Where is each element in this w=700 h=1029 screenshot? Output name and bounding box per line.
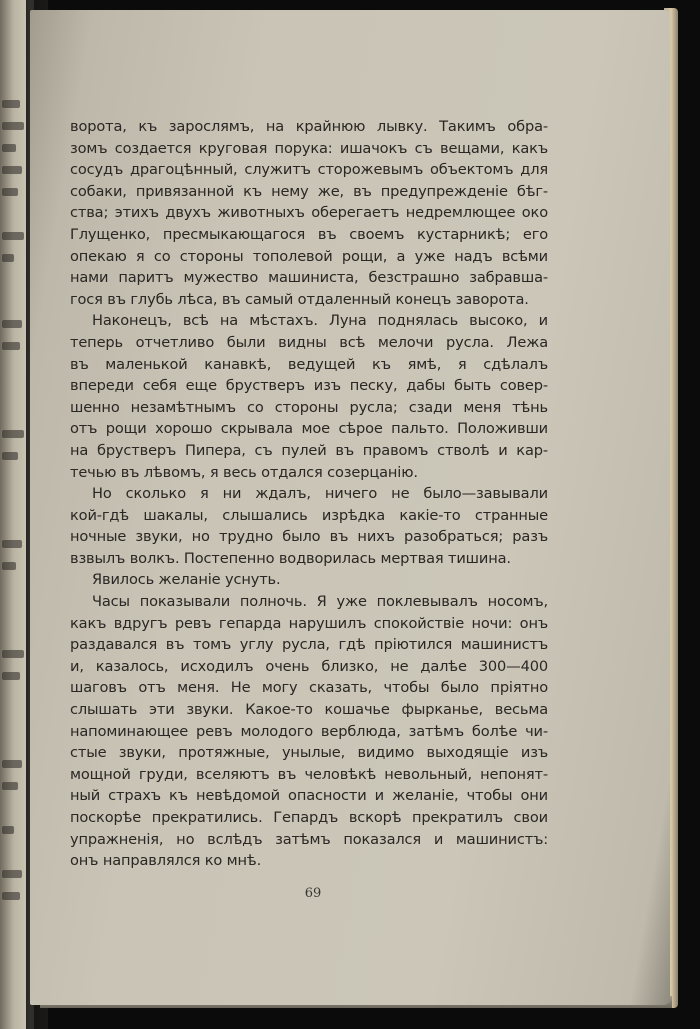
text-line: шаговъ отъ меня. Не могу сказать, чтобы было пріятно [70,679,548,697]
text-line: слышать эти звуки. Какое-то кошачье фырканье, весьма [70,701,548,719]
text-line: впереди себя еще брустверъ изъ песку, дабы быть совер- [70,377,548,395]
text-line: зомъ создается круговая порука: ишачокъ съ вещами, какъ [70,139,548,157]
page-number: 69 [304,886,322,901]
text-line: Часы показывали полночь. Я уже поклевывалъ носомъ, [92,593,548,611]
text-line: гося въ глубь лѣса, въ самый отдаленный конецъ заворота. [70,290,529,308]
text-line: упражненія, но вслѣдъ затѣмъ показался и машинистъ: [70,830,548,848]
text-line: опекаю я со стороны тополевой рощи, а уже надъ всѣми [70,247,548,265]
text-line: стые звуки, протяжные, унылые, видимо выходящіе изъ [70,744,548,762]
body-text [70,116,548,872]
text-line: нами паритъ мужество машиниста, безстрашно забравша- [70,269,548,287]
text-line: и, казалось, исходилъ очень близко, не далѣе 300—400 [70,657,548,675]
text-line: кой-гдѣ шакалы, слышались изрѣдка какіе-то странные [70,506,548,524]
text-line: онъ направлялся ко мнѣ. [70,852,262,870]
text-line: теперь отчетливо были видны всѣ мелочи русла. Лежа [70,333,548,351]
text-line: какъ вдругъ ревъ гепарда нарушилъ спокойствіе ночи: онъ [70,614,548,632]
text-line: течью въ лѣвомъ, я весь отдался созерцанію. [70,463,418,481]
text-line: на брустверъ Пипера, съ пулей въ правомъ стволѣ и кар- [70,441,548,459]
text-line: Но сколько я ни ждалъ, ничего не было—завывали [92,485,548,503]
text-line: въ маленькой канавкѣ, ведущей къ ямѣ, я сдѣлалъ [70,355,548,373]
text-line: ный страхъ къ невѣдомой опасности и желаніе, чтобы они [70,787,548,805]
text-line: мощной груди, вселяютъ въ человѣкѣ невольный, непонят- [70,765,548,783]
text-line: раздавался въ томъ углу русла, гдѣ пріютился машинистъ [70,636,548,654]
text-line: ворота, къ зарослямъ, на крайнюю лывку. Такимъ обра- [70,118,548,135]
text-line: ночные звуки, но трудно было въ нихъ разобраться; разъ [70,528,548,546]
text-line: сосудъ драгоцѣнный, служитъ сторожевымъ объектомъ для [70,161,548,179]
text-line: Глущенко, пресмыкающагося въ своемъ кустарникѣ; его [70,225,548,243]
left-page-text-fragments [2,0,28,1029]
text-line: Наконецъ, всѣ на мѣстахъ. Луна поднялась высоко, и [92,312,548,330]
text-line: ства; этихъ двухъ животныхъ оберегаетъ недремлющее око [70,204,548,222]
text-line: отъ рощи хорошо скрывала мое сѣрое пальто. Положивши [70,420,548,438]
text-line: шенно незамѣтнымъ со стороны русла; сзади меня тѣнь [70,398,548,416]
text-line: напоминающее ревъ молодого верблюда, затѣмъ болѣе чи- [70,722,548,740]
text-line: поскорѣе прекратились. Гепардъ вскорѣ прекратилъ свои [70,809,548,826]
text-line: взвылъ волкъ. Постепенно водворилась мертвая тишина. [70,549,511,567]
text-line: Явилось желаніе уснуть. [92,571,281,589]
text-line: собаки, привязанной къ нему же, въ предупрежденіе бѣг- [70,182,548,200]
